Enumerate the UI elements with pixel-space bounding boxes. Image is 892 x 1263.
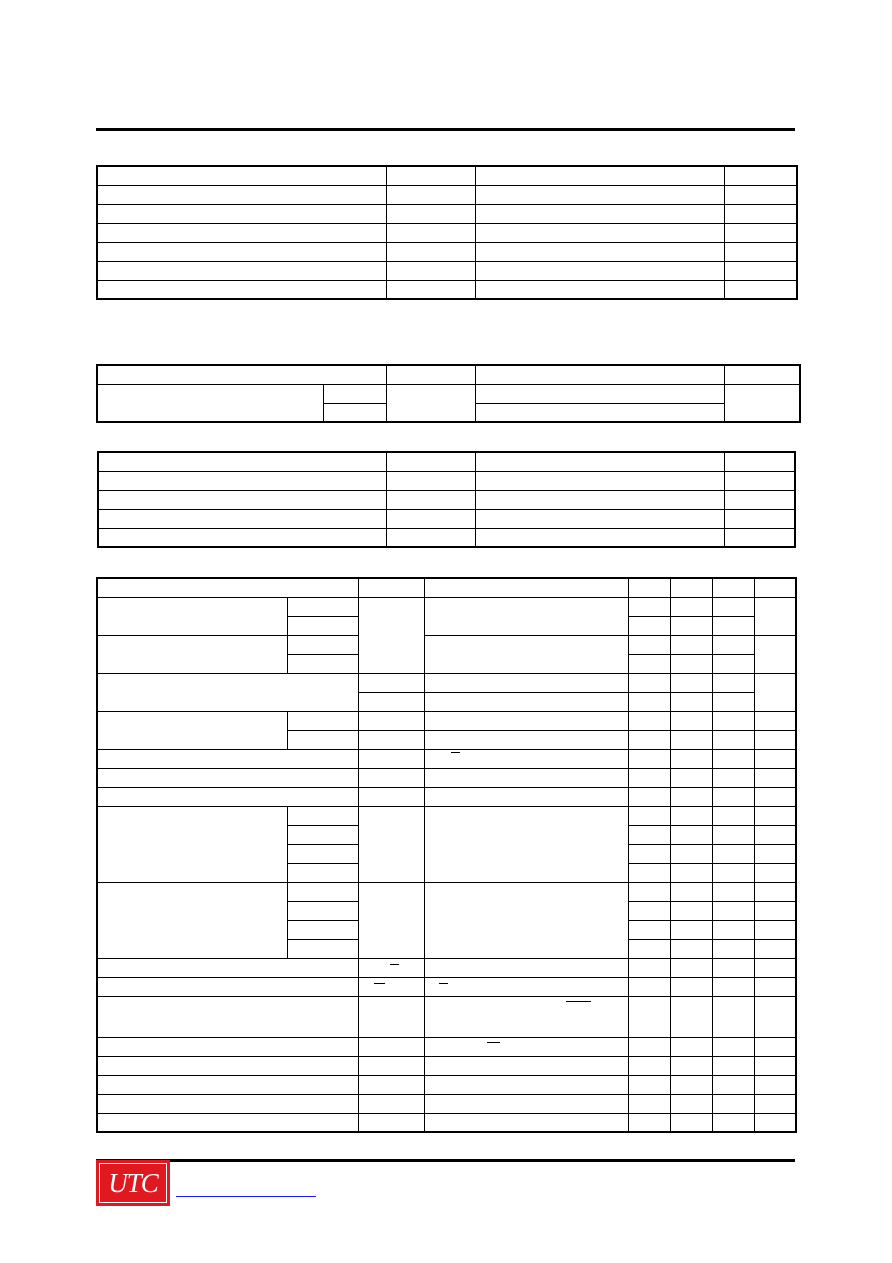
table-3 bbox=[97, 451, 796, 548]
table-4 bbox=[96, 577, 797, 1133]
table-1 bbox=[96, 165, 798, 300]
overbar-mark bbox=[439, 983, 448, 984]
header-rule bbox=[96, 128, 795, 131]
overbar-mark bbox=[451, 752, 460, 753]
website-link[interactable] bbox=[176, 1196, 316, 1197]
footer-rule bbox=[96, 1159, 795, 1162]
utc-logo-text: UTC bbox=[99, 1163, 167, 1203]
table-2 bbox=[96, 364, 801, 423]
utc-logo bbox=[96, 1160, 170, 1206]
overbar-mark bbox=[566, 1001, 591, 1002]
overbar-mark bbox=[390, 964, 399, 965]
overbar-mark bbox=[374, 983, 385, 984]
overbar-mark bbox=[487, 1042, 500, 1043]
